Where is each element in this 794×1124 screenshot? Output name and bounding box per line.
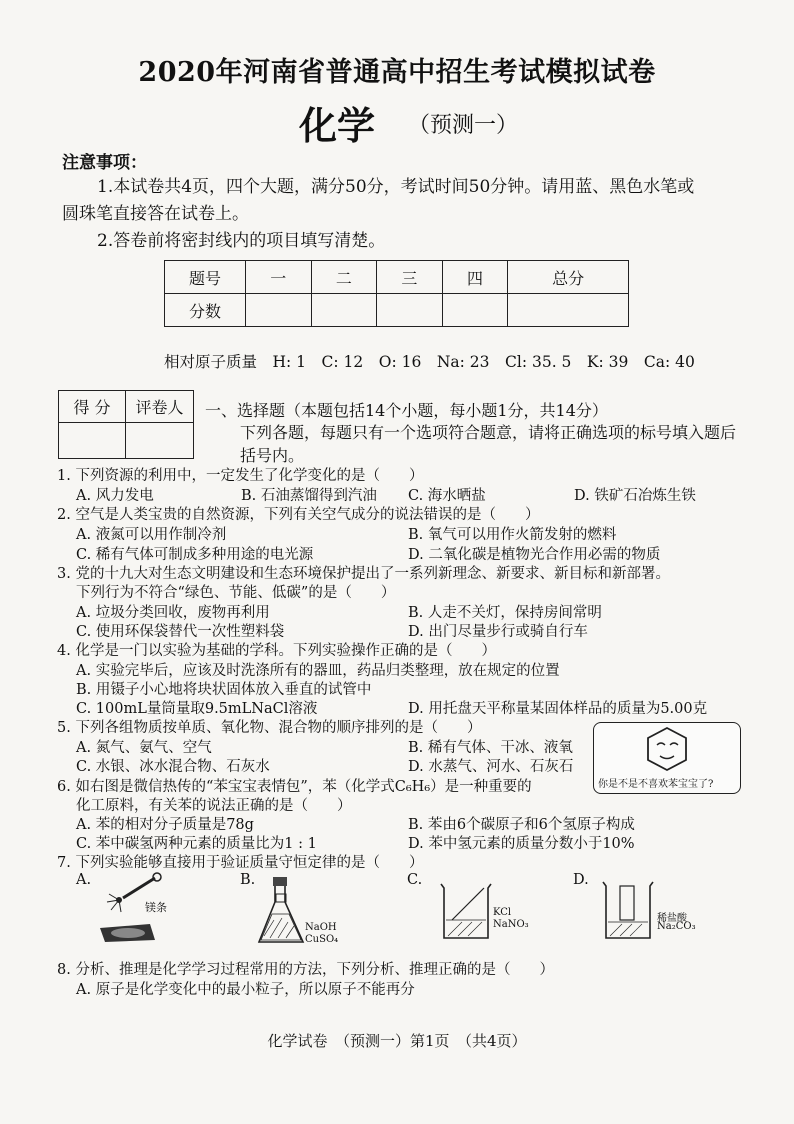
grader-score-cell[interactable] — [59, 423, 126, 459]
question-3-stem: 3. 党的十九大对生态文明建设和生态环境保护提出了一系列新理念、新要求、新目标和新部署。 — [57, 566, 670, 582]
variant-label: （预测一） — [408, 113, 519, 138]
page-footer: 化学试卷 （预测一）第1页 （共4页） — [267, 1032, 527, 1050]
q7-a-label: 镁条 — [145, 901, 167, 914]
section-1-instruction-cont: 括号内。 — [240, 446, 305, 465]
q2-option-c: C. 稀有气体可制成多种用途的电光源 — [76, 547, 314, 563]
question-4-stem: 4. 化学是一门以实验为基础的学科。下列实验操作正确的是（ ） — [57, 643, 496, 659]
score-row-label: 分数 — [165, 294, 246, 327]
question-5-stem: 5. 下列各组物质按单质、氧化物、混合物的顺序排列的是（ ） — [57, 720, 482, 736]
q6-option-c: C. 苯中碳氢两种元素的质量比为1 : 1 — [76, 836, 317, 852]
subject-title: 化学 — [299, 103, 376, 148]
q7-option-c: C. — [407, 872, 423, 888]
q3-option-c: C. 使用环保袋替代一次性塑料袋 — [76, 624, 285, 640]
question-1-stem: 1. 下列资源的利用中，一定发生了化学变化的是（ ） — [57, 468, 424, 484]
q7-option-d: D. — [573, 872, 589, 888]
notice-heading: 注意事项： — [62, 153, 147, 173]
score-header-3: 三 — [377, 261, 443, 294]
section-1-title: 一、选择题（本题包括14个小题，每小题1分，共14分） — [205, 401, 608, 420]
q7-c-label-kcl: KCl — [493, 907, 512, 918]
grader-score-header: 得 分 — [59, 391, 126, 423]
score-cell[interactable] — [377, 294, 443, 327]
question-8-stem: 8. 分析、推理是化学学习过程常用的方法，下列分析、推理正确的是（ ） — [57, 962, 554, 978]
score-cell[interactable] — [311, 294, 377, 327]
q7-d-label-hcl: 稀盐酸 — [657, 913, 687, 924]
q1-option-d: D. 铁矿石冶炼生铁 — [574, 488, 696, 504]
notice-line-1-cont: 圆珠笔直接答在试卷上。 — [62, 204, 249, 224]
score-cell[interactable] — [246, 294, 312, 327]
exam-title: 2020年河南省普通高中招生考试模拟试卷 — [138, 57, 656, 88]
question-2-stem: 2. 空气是人类宝贵的自然资源，下列有关空气成分的说法错误的是（ ） — [57, 507, 540, 523]
q4-option-c: C. 100mL量筒量取9.5mLNaCl溶液 — [76, 701, 318, 717]
grader-name-cell[interactable] — [126, 423, 194, 459]
section-1-instruction: 下列各题，每题只有一个选项符合题意，请将正确选项的标号填入题后 — [240, 423, 737, 442]
score-header-1: 一 — [246, 261, 312, 294]
q2-option-b: B. 氧气可以用作火箭发射的燃料 — [408, 527, 617, 543]
q3-option-b: B. 人走不关灯，保持房间常明 — [408, 605, 602, 621]
notice-line-1: 1.本试卷共4页，四个大题，满分50分，考试时间50分钟。请用蓝、黑色水笔或 — [97, 177, 695, 197]
benzene-hexagon-icon — [594, 723, 740, 775]
question-6-stem-cont: 化工原料，有关苯的说法正确的是（ ） — [76, 798, 352, 814]
q3-option-d: D. 出门尽量步行或骑自行车 — [408, 624, 588, 640]
q2-option-d: D. 二氧化碳是植物光合作用必需的物质 — [408, 547, 661, 563]
q7-b-label-cuso4: CuSO₄ — [305, 934, 339, 945]
q6-option-a: A. 苯的相对分子质量是78g — [76, 817, 254, 833]
q7-option-b: B. — [240, 872, 256, 888]
q5-option-a: A. 氮气、氨气、空气 — [76, 740, 212, 756]
q5-option-b: B. 稀有气体、干冰、液氧 — [408, 740, 573, 756]
q4-option-b: B. 用镊子小心地将块状固体放入垂直的试管中 — [76, 682, 372, 698]
score-cell[interactable] — [508, 294, 629, 327]
score-cell[interactable] — [442, 294, 508, 327]
beaker-d-figure — [600, 878, 656, 940]
score-table — [164, 260, 629, 327]
q1-option-c: C. 海水晒盐 — [408, 488, 486, 504]
benzene-emoji-caption: 你是不是不喜欢苯宝宝了? — [598, 779, 714, 790]
score-header-4: 四 — [442, 261, 508, 294]
q4-option-d: D. 用托盘天平称量某固体样品的质量为5.00克 — [408, 701, 708, 717]
score-header-2: 二 — [311, 261, 377, 294]
beaker-c-figure — [438, 880, 494, 940]
q5-option-c: C. 水银、冰水混合物、石灰水 — [76, 759, 270, 775]
grader-name-header: 评卷人 — [126, 391, 194, 423]
q7-d-label-na2co3: Na₂CO₃ — [657, 921, 696, 932]
grader-table — [58, 390, 194, 459]
q7-option-a: A. — [76, 872, 92, 888]
score-header-label: 题号 — [165, 261, 246, 294]
question-6-stem: 6. 如右图是微信热传的“苯宝宝表情包”，苯（化学式C₆H₆）是一种重要的 — [57, 779, 532, 795]
q7-c-label-nano3: NaNO₃ — [493, 919, 529, 930]
q8-option-a: A. 原子是化学变化中的最小粒子，所以原子不能再分 — [76, 982, 415, 998]
q6-option-b: B. 苯由6个碳原子和6个氢原子构成 — [408, 817, 635, 833]
q4-option-a: A. 实验完毕后，应该及时洗涤所有的器皿，药品归类整理，放在规定的位置 — [76, 663, 560, 679]
question-3-stem-cont: 下列行为不符合“绿色、节能、低碳”的是（ ） — [76, 585, 396, 601]
conical-flask-figure — [256, 876, 306, 948]
q5-option-d: D. 水蒸气、河水、石灰石 — [408, 759, 574, 775]
notice-line-2: 2.答卷前将密封线内的项目填写清楚。 — [97, 231, 386, 251]
q6-option-d: D. 苯中氢元素的质量分数小于10% — [408, 836, 635, 852]
atomic-mass-line: 相对原子质量 H: 1 C: 12 O: 16 Na: 23 Cl: 35. 5 K: 39 Ca: 40 — [164, 353, 695, 371]
score-header-total: 总分 — [508, 261, 629, 294]
q1-option-b: B. 石油蒸馏得到汽油 — [241, 488, 377, 504]
question-7-stem: 7. 下列实验能够直接用于验证质量守恒定律的是（ ） — [57, 855, 424, 871]
q1-option-a: A. 风力发电 — [76, 488, 154, 504]
q3-option-a: A. 垃圾分类回收，废物再利用 — [76, 605, 270, 621]
q2-option-a: A. 液氮可以用作制冷剂 — [76, 527, 227, 543]
benzene-emoji-figure — [593, 722, 741, 794]
q7-b-label-naoh: NaOH — [305, 922, 337, 933]
